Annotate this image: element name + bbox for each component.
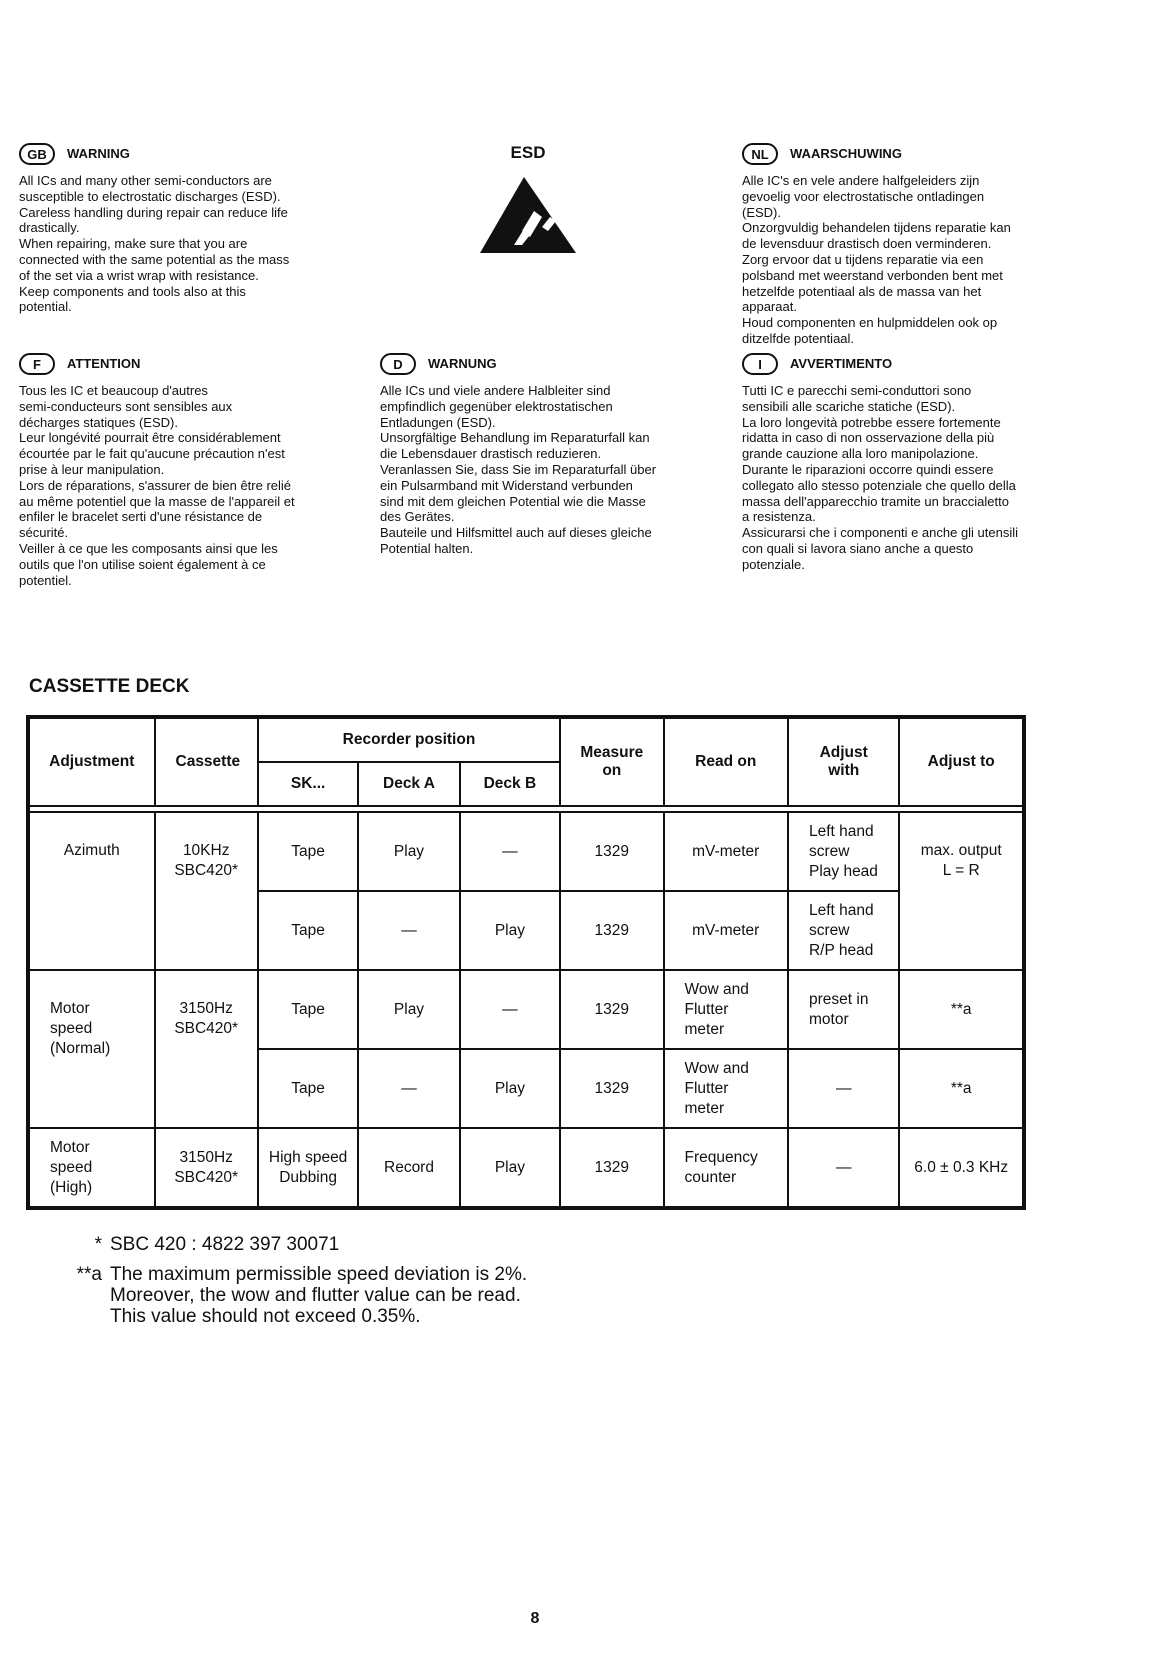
cell-adjust-to: 6.0 ± 0.3 KHz [899, 1128, 1024, 1208]
cell-sk: Tape [258, 1049, 358, 1128]
block-text: Alle ICs und viele andere Halbleiter sind empfindlich gegenüber elektrostatischen Entladungen (ESD). Unsorgfältige Behandlung im Reparaturfall kan die Lebensdauer drastisch reduzieren. Veranlassen Sie, dass Sie im Reparaturfall über ein Pulsarmband mit Widerstand verbunden sind mit dem gleichen Potential wie die Masse des Gerätes. Bauteile und Hilfsmittel auch auf dieses gleiche Potential halten. [380, 383, 657, 556]
table-row [28, 970, 1024, 1049]
cell-adjust-to: **a [899, 1049, 1024, 1128]
language-badge-f: F [19, 353, 55, 375]
block-title: AVVERTIMENTO [790, 356, 893, 372]
cell-read-on: mV-meter [664, 812, 788, 891]
cell-adjust-to: **a [899, 970, 1024, 1049]
esd-warning-icon [476, 173, 580, 257]
header-deck-a: Deck A [358, 762, 459, 806]
header-adjustment: Adjustment [28, 717, 155, 806]
language-badge-gb: GB [19, 143, 55, 165]
header-sk: SK... [258, 762, 358, 806]
cassette-deck-table [26, 715, 1026, 1210]
cell-sk: Tape [258, 891, 358, 970]
esd-symbol [470, 143, 586, 262]
warning-block-d [380, 353, 720, 557]
footnote-marker: * [94, 1234, 102, 1255]
footnote-marker: **a [76, 1264, 102, 1285]
cell-measure: 1329 [560, 891, 663, 970]
footnote-text: The maximum permissible speed deviation is 2%. Moreover, the wow and flutter value can be read. This value should not exceed 0.35%. [110, 1264, 528, 1327]
header-adjust-with: Adjust with [788, 717, 899, 806]
language-badge-i: I [742, 353, 778, 375]
cell-deck-b: Play [460, 1128, 560, 1208]
cell-cassette: 3150Hz SBC420* [155, 1128, 258, 1208]
warning-block-f [19, 353, 359, 588]
cell-adjust-with: Left hand screw Play head [788, 812, 899, 891]
cell-adjust-with: preset in motor [788, 970, 899, 1049]
cell-adjust-with: — [788, 1049, 899, 1128]
block-text: Tous les IC et beaucoup d'autres semi-conducteurs sont sensibles aux décharges statiques (ESD). Leur longévité pourrait être considérablement écourtée par le fait qu'aucune précaution n'est prise à leur manipulation. Lors de réparations, s'assurer de bien être relié au même potentiel que la masse de l'appareil et enfiler le bracelet serti d'une résistance de sécurité. Veiller à ce que les composants ainsi que les outils que l'on utilise soient également à ce potentiel. [19, 383, 295, 588]
warning-block-i [742, 353, 1082, 573]
cell-read-on: Wow and Flutter meter [664, 970, 788, 1049]
cell-cassette: 10KHz SBC420* [155, 812, 258, 970]
header-read-on: Read on [664, 717, 788, 806]
cell-deck-a: — [358, 891, 459, 970]
language-badge-nl: NL [742, 143, 778, 165]
cell-read-on: mV-meter [664, 891, 788, 970]
warning-block-gb [19, 143, 359, 315]
cell-measure: 1329 [560, 970, 663, 1049]
cell-sk: Tape [258, 970, 358, 1049]
warning-block-nl [742, 143, 1082, 347]
block-title: WAARSCHUWING [790, 146, 902, 162]
esd-label: ESD [510, 143, 546, 162]
header-deck-b: Deck B [460, 762, 560, 806]
cell-adjustment: Motor speed (High) [28, 1128, 155, 1208]
cell-deck-b: Play [460, 1049, 560, 1128]
block-text: All ICs and many other semi-conductors are susceptible to electrostatic discharges (ESD). Careless handling during repair can reduce life drastically. When repairing, make sure that you are connected with the same potential as the mass of the set via a wrist wrap with resistance. Keep components and tools also at this potential. [19, 173, 290, 315]
section-title: CASSETTE DECK [29, 676, 190, 697]
language-badge-d: D [380, 353, 416, 375]
cell-measure: 1329 [560, 812, 663, 891]
cell-deck-b: Play [460, 891, 560, 970]
table-row [28, 812, 1024, 891]
cell-deck-b: — [460, 970, 560, 1049]
block-text: Alle IC's en vele andere halfgeleiders zijn gevoelig voor electrostatische ontladingen (ESD). Onzorgvuldig behandelen tijdens reparatie kan de levensduur drastisch doen verminderen. Zorg ervoor dat u tijdens reparatie via een polsband met weerstand verbonden bent met hetzelfde potentiaal als de massa van het apparaat. Houd componenten en hulpmiddelen ook op ditzelfde potentiaal. [742, 173, 1011, 346]
block-title: WARNUNG [428, 356, 497, 372]
cell-sk: Tape [258, 812, 358, 891]
cell-measure: 1329 [560, 1049, 663, 1128]
cell-deck-a: — [358, 1049, 459, 1128]
cell-deck-b: — [460, 812, 560, 891]
cell-adjust-with: — [788, 1128, 899, 1208]
cell-adjust-with: Left hand screw R/P head [788, 891, 899, 970]
block-text: Tutti IC e parecchi semi-conduttori sono sensibili alle scariche statiche (ESD). La loro longevità potrebbe essere fortemente ridatta in caso di non osservazione della più grande cauzione alla loro manipolazione. Durante le riparazioni occorre quindi essere collegato allo stesso potenziale che quello della massa dell'apparecchio tramite un braccialetto a resistenza. Assicurarsi che i componenti e anche gli utensili con quali si lavora siano anche a questo potenziale. [742, 383, 1019, 572]
block-title: ATTENTION [67, 356, 141, 372]
cell-deck-a: Record [358, 1128, 459, 1208]
cell-measure: 1329 [560, 1128, 663, 1208]
table-row [28, 1128, 1024, 1208]
header-adjust-to: Adjust to [899, 717, 1024, 806]
footnote [56, 1264, 527, 1327]
header-measure-on: Measure on [560, 717, 663, 806]
cell-deck-a: Play [358, 970, 459, 1049]
header-recorder-position: Recorder position [258, 717, 560, 762]
footnote [56, 1234, 527, 1255]
table-header-row [28, 717, 1024, 762]
cell-read-on: Frequency counter [664, 1128, 788, 1208]
header-cassette: Cassette [155, 717, 258, 806]
cell-adjust-to: max. output L = R [899, 812, 1024, 970]
cell-sk: High speed Dubbing [258, 1128, 358, 1208]
cell-read-on: Wow and Flutter meter [664, 1049, 788, 1128]
block-title: WARNING [67, 146, 130, 162]
footnotes [56, 1234, 527, 1336]
cell-deck-a: Play [358, 812, 459, 891]
cell-cassette: 3150Hz SBC420* [155, 970, 258, 1128]
page-number: 8 [530, 1610, 540, 1627]
cell-adjustment: Motor speed (Normal) [28, 970, 155, 1128]
cell-adjustment: Azimuth [28, 812, 155, 970]
footnote-text: SBC 420 : 4822 397 30071 [110, 1234, 340, 1255]
